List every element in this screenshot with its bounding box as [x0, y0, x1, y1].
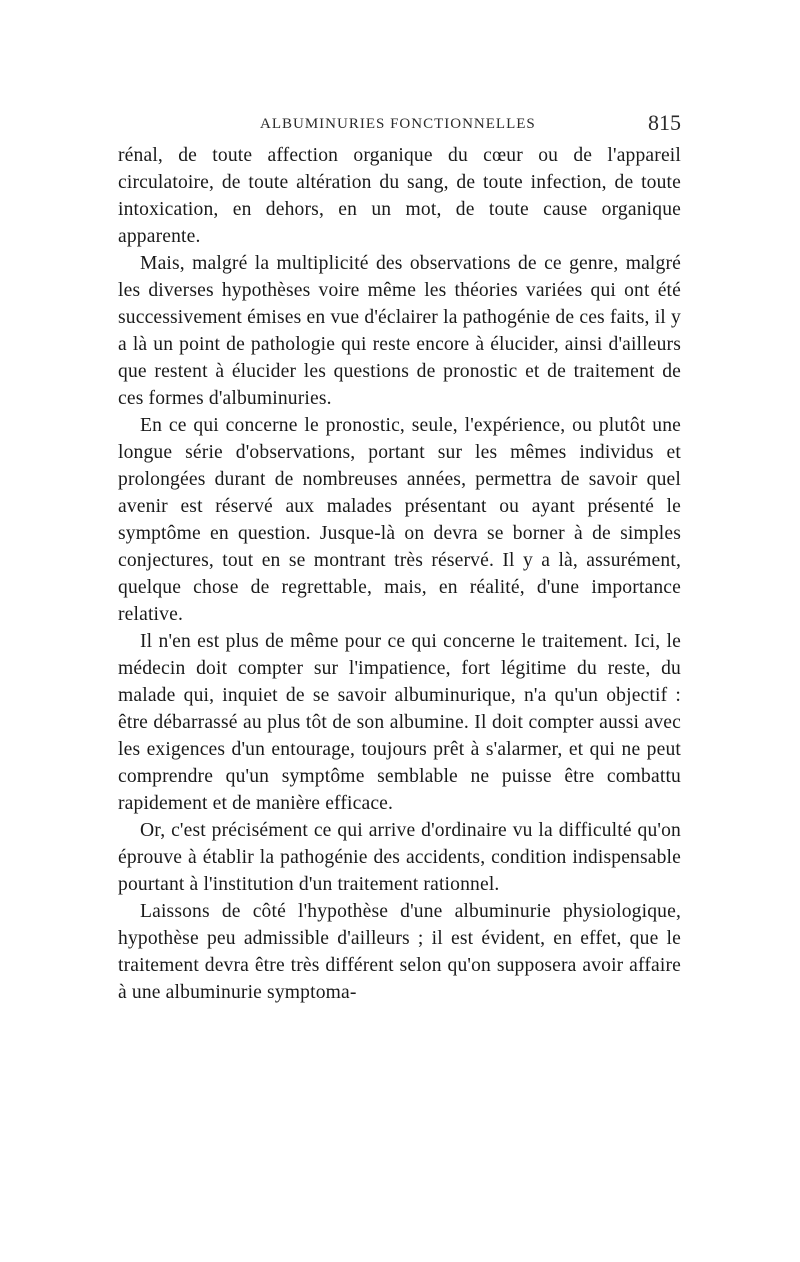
body-text — [118, 142, 681, 1006]
paragraph-multiplicite: Mais, malgré la multiplicité des observations de ce genre, malgré les diverses hypothèses voire même les théories variées qui ont été successivement émises en vue d'éclairer la pathogénie de ces faits, il y a là un point de pathologie qui reste encore à élucider, ainsi d'ailleurs que restent à élucider les questions de pronostic et de traitement de ces formes d'albuminuries. — [118, 253, 681, 409]
paragraph-hypothese: Laissons de côté l'hypothèse d'une albuminurie physiologique, hypothèse peu admissible d'ailleurs ; il est évident, en effet, que le traitement devra être très différent selon qu'on supposera avoir affaire à une albuminurie symptoma- — [118, 901, 681, 1003]
running-head — [118, 112, 681, 142]
page-number: 815 — [648, 110, 681, 135]
paragraph-pathogenie: Or, c'est précisément ce qui arrive d'ordinaire vu la difficulté qu'on éprouve à établir la pathogénie des accidents, condition indispensable pourtant à l'institution d'un traitement rationnel. — [118, 820, 681, 895]
book-page — [118, 112, 681, 1006]
running-title: ALBUMINURIES FONCTIONNELLES — [260, 116, 536, 132]
paragraph-continuation: rénal, de toute affection organique du cœur ou de l'appareil circulatoire, de toute altération du sang, de toute infection, de toute intoxication, en dehors, en un mot, de toute cause organique apparente. — [118, 145, 681, 247]
paragraph-traitement: Il n'en est plus de même pour ce qui concerne le traitement. Ici, le médecin doit compter sur l'impatience, fort légitime du reste, du malade qui, inquiet de se savoir albuminurique, n'a qu'un objectif : être débarrassé au plus tôt de son albumine. Il doit compter aussi avec les exigences d'un entourage, toujours prêt à s'alarmer, et qui ne peut comprendre qu'un symptôme semblable ne puisse être combattu rapidement et de manière efficace. — [118, 631, 681, 814]
paragraph-pronostic: En ce qui concerne le pronostic, seule, l'expérience, ou plutôt une longue série d'observations, portant sur les mêmes individus et prolongées durant de nombreuses années, permettra de savoir quel avenir est réservé aux malades présentant ou ayant présenté le symptôme en question. Jusque-là on devra se borner à de simples conjectures, tout en se montrant très réservé. Il y a là, assurément, quelque chose de regrettable, mais, en réalité, d'une importance relative. — [118, 415, 681, 625]
